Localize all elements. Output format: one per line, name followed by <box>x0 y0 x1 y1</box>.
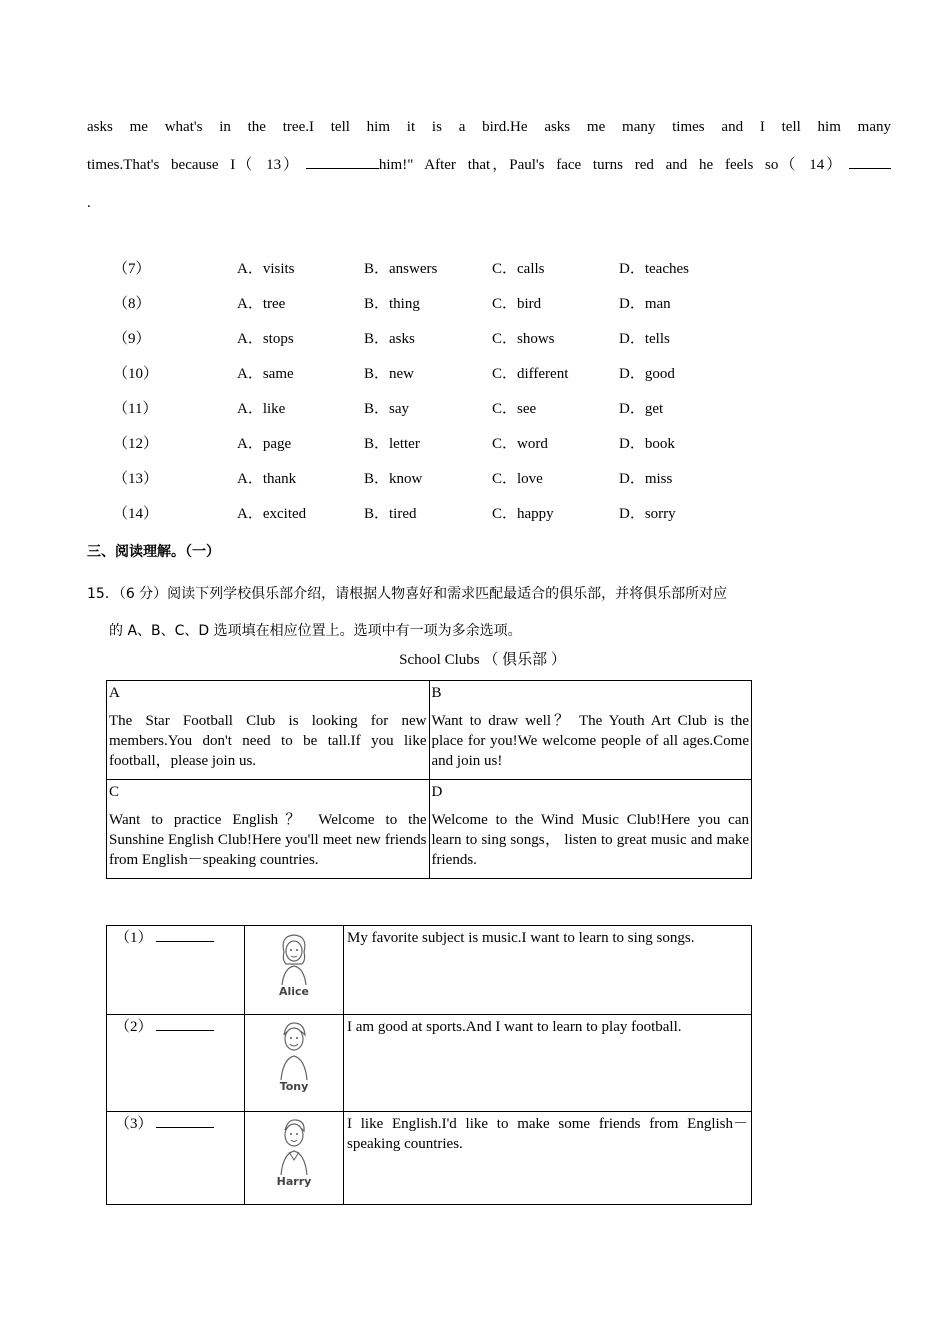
club-label: C <box>109 784 120 800</box>
passage-line-1: asks me what's in the tree.I tell him it is a bird.He asks me many times and I tell him many <box>87 119 891 135</box>
option-number: （8） <box>113 296 151 312</box>
person-description: I am good at sports.And I want to learn to play football. <box>344 1015 752 1112</box>
option-number: （12） <box>113 436 159 452</box>
option-d[interactable]: D．get <box>619 401 664 417</box>
option-c[interactable]: C．happy <box>492 506 554 522</box>
option-a[interactable]: A．visits <box>237 261 295 277</box>
table-row <box>107 1112 752 1205</box>
club-cell-d <box>429 780 752 879</box>
option-number: （13） <box>113 471 159 487</box>
item-number: （2） <box>115 1019 153 1035</box>
option-a[interactable]: A．excited <box>237 506 307 522</box>
club-description: Welcome to the Wind Music Club!Here you can learn to sing songs， listen to great music and make friends. <box>431 812 749 868</box>
option-b[interactable]: B．letter <box>364 436 420 452</box>
option-a[interactable]: A．same <box>237 366 294 382</box>
option-b[interactable]: B．say <box>364 401 410 417</box>
option-b[interactable]: B．know <box>364 471 423 487</box>
option-number: （10） <box>113 366 159 382</box>
option-a[interactable]: A．page <box>237 436 292 452</box>
answer-blank-3[interactable] <box>156 1114 214 1128</box>
option-a[interactable]: A．thank <box>237 471 297 487</box>
question-15-instructions <box>87 576 877 650</box>
club-cell-a <box>107 681 430 780</box>
club-label: A <box>109 685 120 701</box>
portrait-cell <box>245 1015 344 1112</box>
option-d[interactable]: D．teaches <box>619 261 689 277</box>
option-a[interactable]: A．like <box>237 401 286 417</box>
option-c[interactable]: C．see <box>492 401 537 417</box>
answer-blank-2[interactable] <box>156 1017 214 1031</box>
clubs-table-title: School Clubs （ 俱乐部 ） <box>399 652 566 668</box>
club-cell-b <box>429 681 752 780</box>
option-d[interactable]: D．book <box>619 436 675 452</box>
item-number: （3） <box>115 1116 153 1132</box>
club-description: Want to draw well？ The Youth Art Club is the place for you!We welcome people of all ages.Come and join us! <box>431 713 749 769</box>
option-c[interactable]: C．different <box>492 366 569 382</box>
option-b[interactable]: B．tired <box>364 506 417 522</box>
option-number: （14） <box>113 506 159 522</box>
clubs-table <box>106 680 752 879</box>
passage-end-period: . <box>87 195 91 211</box>
club-label: B <box>431 685 442 701</box>
option-c[interactable]: C．shows <box>492 331 555 347</box>
person-name: Harry <box>276 1175 312 1188</box>
table-row <box>107 780 752 879</box>
passage-text <box>87 108 891 184</box>
option-b[interactable]: B．new <box>364 366 414 382</box>
option-b[interactable]: B．answers <box>364 261 438 277</box>
question-15-line-1: 15．（6 分）阅读下列学校俱乐部介绍，请根据人物喜好和需求匹配最适合的俱乐部，并将俱乐部所对应 <box>87 586 728 602</box>
option-a[interactable]: A．tree <box>237 296 286 312</box>
club-description: Want to practice English？ Welcome to the Sunshine English Club!Here you'll meet new friends from English－speaking countries. <box>109 812 427 868</box>
person-name: Alice <box>278 985 310 998</box>
option-number: （11） <box>113 401 158 417</box>
item-number: （1） <box>115 930 153 946</box>
portrait-cell <box>245 926 344 1015</box>
matching-table <box>106 925 752 1205</box>
option-b[interactable]: B．thing <box>364 296 420 312</box>
option-d[interactable]: D．man <box>619 296 671 312</box>
club-cell-c <box>107 780 430 879</box>
option-c[interactable]: C．bird <box>492 296 542 312</box>
person-description: My favorite subject is music.I want to learn to sing songs. <box>344 926 752 1015</box>
answer-cell <box>107 1112 245 1205</box>
table-row <box>107 681 752 780</box>
boy-portrait-icon <box>272 1019 316 1081</box>
answer-blank-14[interactable] <box>849 155 891 169</box>
option-c[interactable]: C．word <box>492 436 548 452</box>
person-description: I like English.I'd like to make some friends from English－speaking countries. <box>344 1112 752 1205</box>
section-title: 三、阅读理解。（一） <box>87 544 220 560</box>
option-number: （9） <box>113 331 151 347</box>
passage-line-2: times.That's because I（ 13） him!" After that，Paul's face turns red and he feels so（ 14） <box>87 146 891 184</box>
answer-cell <box>107 926 245 1015</box>
girl-portrait-icon <box>272 930 316 986</box>
table-row <box>107 1015 752 1112</box>
portrait-cell <box>245 1112 344 1205</box>
boy-portrait-icon <box>272 1116 316 1176</box>
option-c[interactable]: C．calls <box>492 261 545 277</box>
option-b[interactable]: B．asks <box>364 331 415 347</box>
option-d[interactable]: D．miss <box>619 471 673 487</box>
option-d[interactable]: D．tells <box>619 331 670 347</box>
club-description: The Star Football Club is looking for new members.You don't need to be tall.If you like football，please join us. <box>109 713 427 769</box>
person-name: Tony <box>279 1080 309 1093</box>
option-d[interactable]: D．good <box>619 366 675 382</box>
option-number: （7） <box>113 261 151 277</box>
answer-blank-13[interactable] <box>306 155 379 169</box>
answer-blank-1[interactable] <box>156 928 214 942</box>
club-label: D <box>431 784 443 800</box>
table-row <box>107 926 752 1015</box>
question-15-line-2: 的 A、B、C、D 选项填在相应位置上。选项中有一项为多余选项。 <box>109 623 522 639</box>
answer-cell <box>107 1015 245 1112</box>
option-d[interactable]: D．sorry <box>619 506 676 522</box>
option-c[interactable]: C．love <box>492 471 543 487</box>
option-a[interactable]: A．stops <box>237 331 294 347</box>
